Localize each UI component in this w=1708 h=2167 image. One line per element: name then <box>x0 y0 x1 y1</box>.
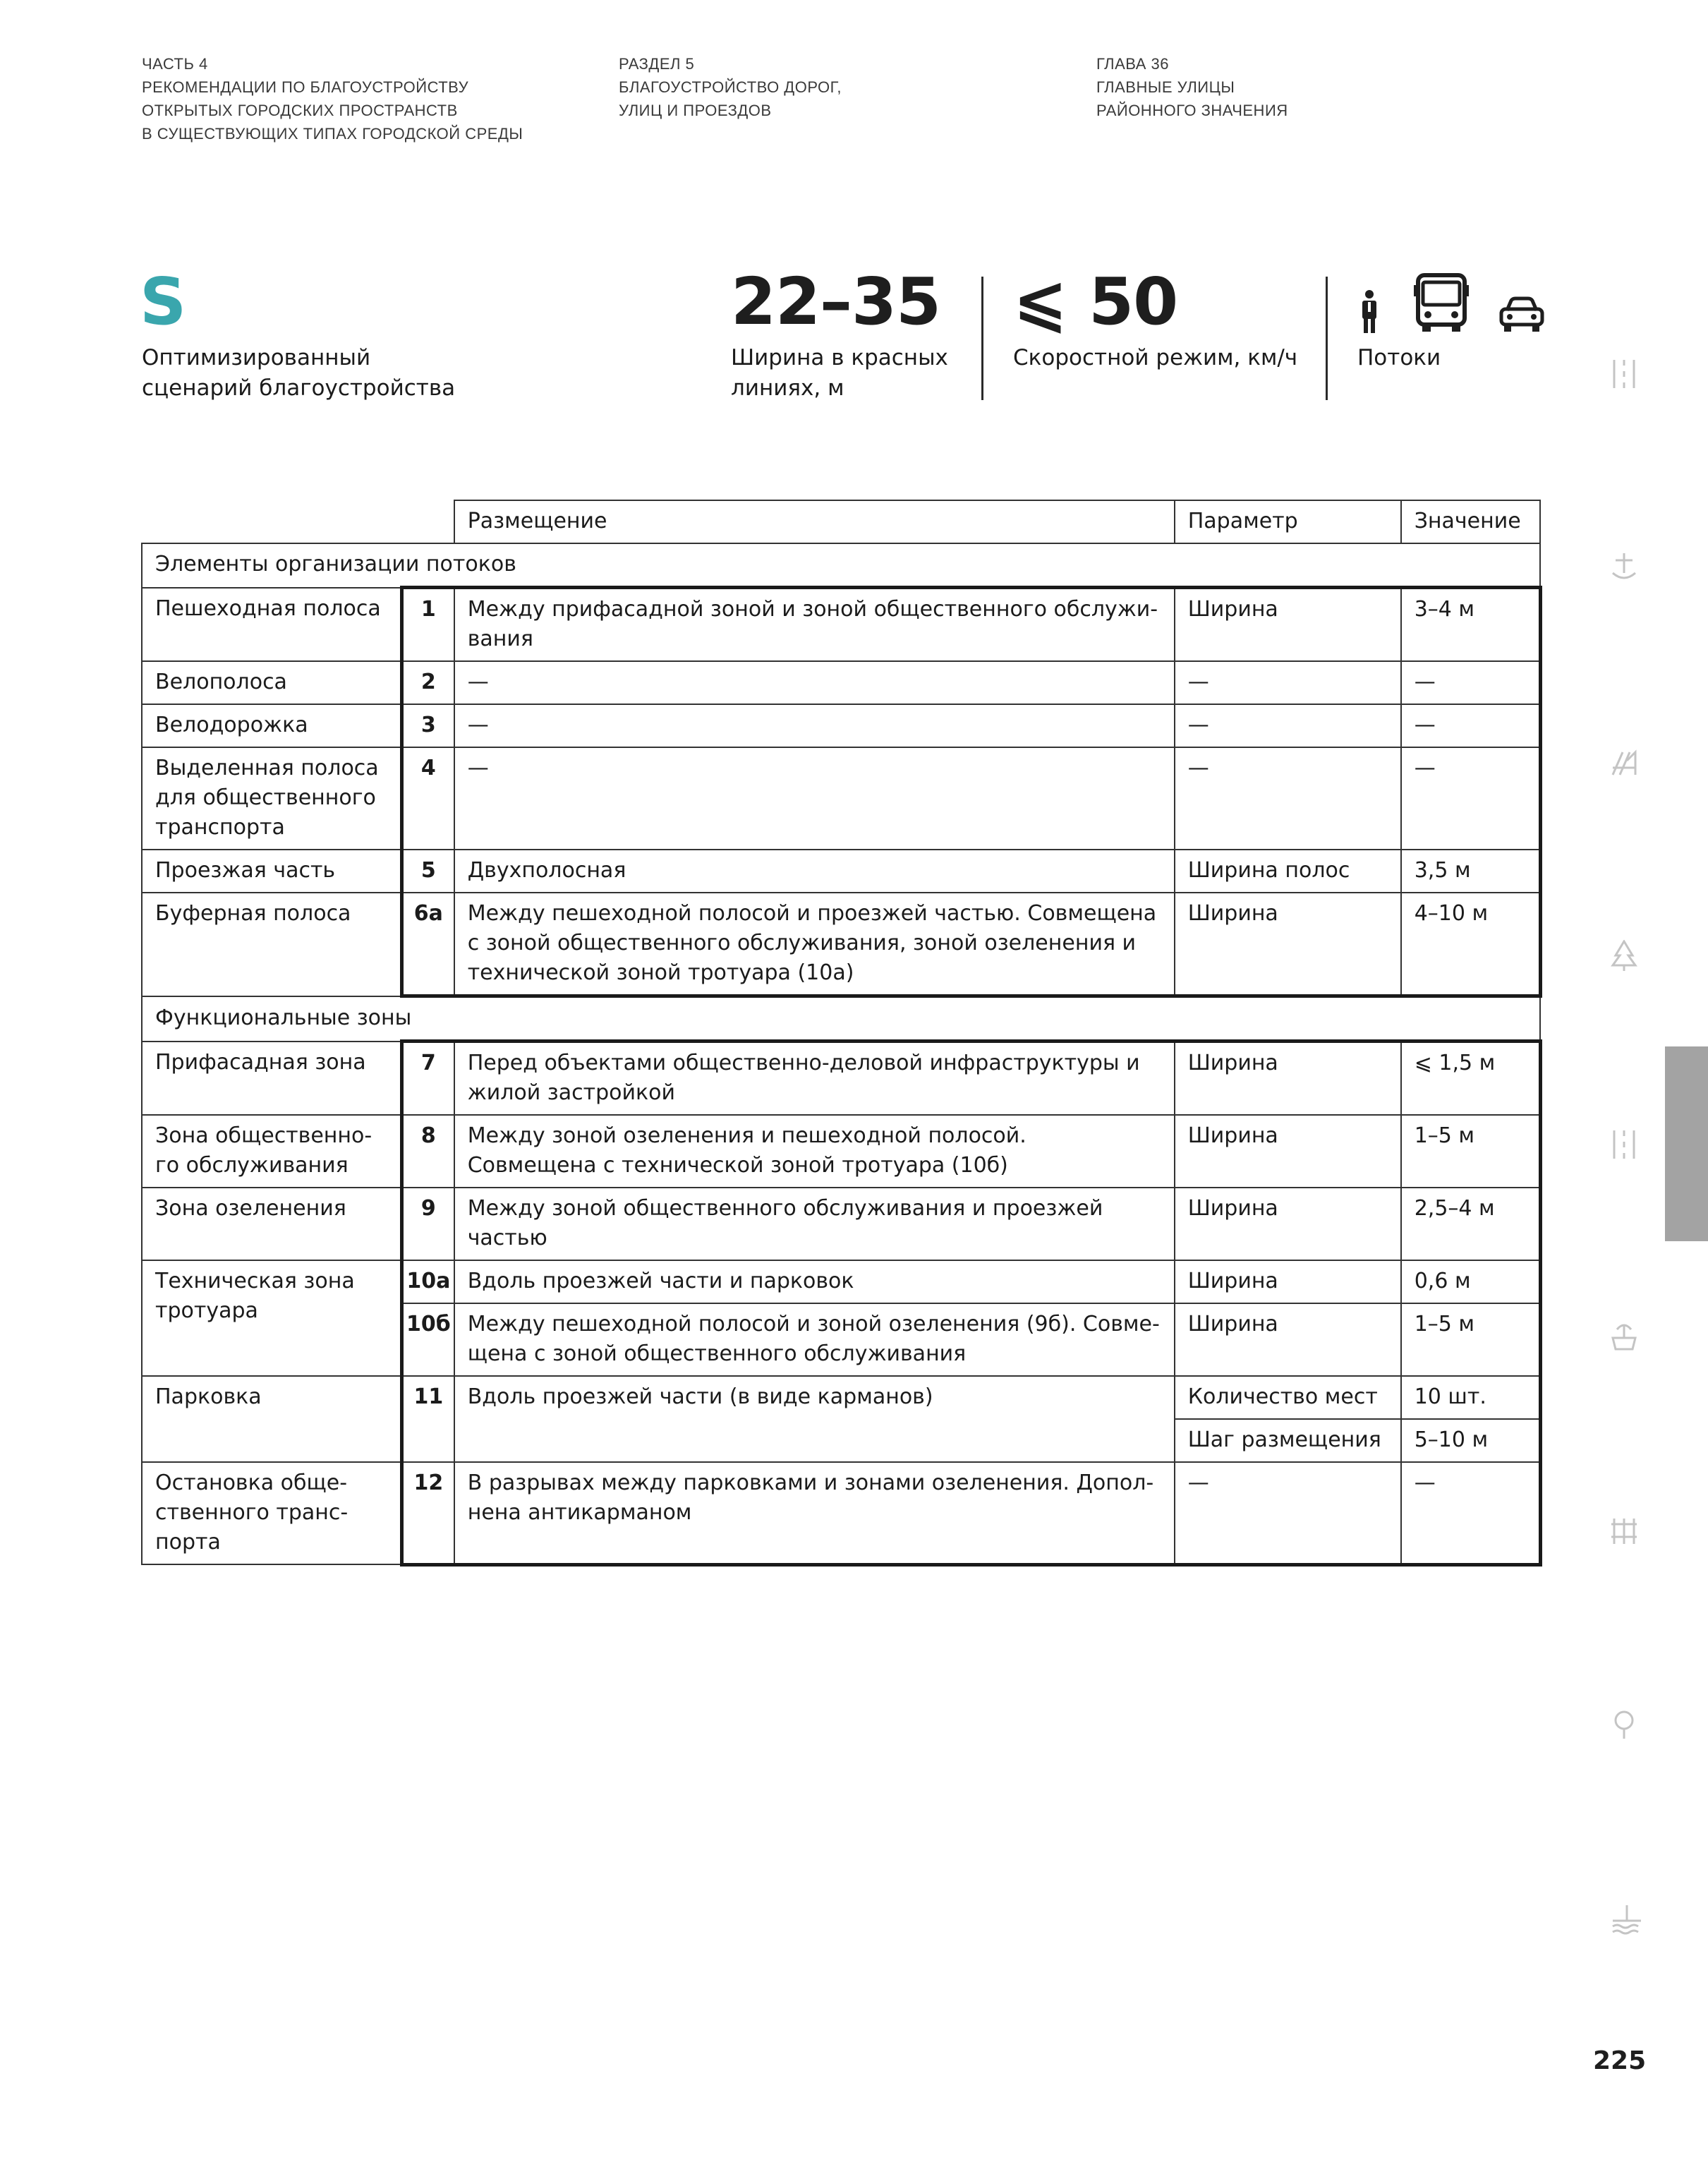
row-name: Зона общественно-го обслуживания <box>142 1115 402 1188</box>
header-section-line: БЛАГОУСТРОЙСТВО ДОРОГ, <box>619 78 842 96</box>
row-placement: Между зоной озеленения и пешеходной полосой. Совмещена с технической зоной тротуара (10б) <box>454 1115 1175 1188</box>
road-section-icon[interactable] <box>1610 1129 1638 1160</box>
table-row <box>142 1376 1540 1419</box>
header-part-line: ОТКРЫТЫХ ГОРОДСКИХ ПРОСТРАНСТВ <box>142 102 458 119</box>
section-row <box>142 543 1540 588</box>
section-title: Функциональные зоны <box>142 996 1540 1042</box>
row-number: 3 <box>402 704 454 747</box>
scenario-caption-line: Оптимизированный <box>142 345 371 370</box>
scenario-caption-line: сценарий благоустройства <box>142 375 456 401</box>
row-parameter: Ширина <box>1175 1115 1401 1188</box>
row-number: 10а <box>402 1260 454 1303</box>
row-parameter: Количество мест <box>1175 1376 1401 1419</box>
row-value: 1–5 м <box>1401 1115 1541 1188</box>
lamp-icon[interactable] <box>1610 552 1638 583</box>
row-name: Пешеходная полоса <box>142 588 402 662</box>
row-number: 5 <box>402 850 454 893</box>
row-number: 9 <box>402 1188 454 1260</box>
table-header-row <box>142 500 1540 543</box>
row-name: Велополоса <box>142 661 402 704</box>
car-icon <box>1498 296 1545 333</box>
width-value: 22–35 <box>731 264 941 339</box>
table-row <box>142 661 1540 704</box>
row-value: 3–4 м <box>1401 588 1541 662</box>
row-number: 12 <box>402 1462 454 1564</box>
pedestrian-icon <box>1357 289 1381 333</box>
speed-caption: Скоростной режим, км/ч <box>1013 345 1298 370</box>
row-name: Парковка <box>142 1376 402 1462</box>
row-value: 0,6 м <box>1401 1260 1541 1303</box>
row-name: Остановка обще-ственного транс-порта <box>142 1462 402 1564</box>
row-name: Велодорожка <box>142 704 402 747</box>
row-parameter: Ширина <box>1175 893 1401 996</box>
parameters-table <box>141 500 1542 1567</box>
row-parameter: — <box>1175 661 1401 704</box>
row-name: Выделенная полоса для общественного транспорта <box>142 747 402 850</box>
row-value: — <box>1401 661 1541 704</box>
header-part-line: В СУЩЕСТВУЮЩИХ ТИПАХ ГОРОДСКОЙ СРЕДЫ <box>142 125 523 143</box>
row-number: 2 <box>402 661 454 704</box>
row-name: Проезжая часть <box>142 850 402 893</box>
header-parameter: Параметр <box>1175 500 1401 543</box>
header-section-line: РАЗДЕЛ 5 <box>619 55 695 73</box>
header-part-line: ЧАСТЬ 4 <box>142 55 208 73</box>
row-value: 4–10 м <box>1401 893 1541 996</box>
row-parameter: Шаг размещения <box>1175 1419 1401 1462</box>
active-section-tab[interactable] <box>1665 1046 1708 1241</box>
row-parameter: — <box>1175 1462 1401 1564</box>
width-caption-line: линиях, м <box>731 375 844 401</box>
row-value: — <box>1401 747 1541 850</box>
row-parameter: Ширина полос <box>1175 850 1401 893</box>
row-name: Прифасадная зона <box>142 1042 402 1116</box>
section-row <box>142 996 1540 1042</box>
row-number: 4 <box>402 747 454 850</box>
page-number: 225 <box>1593 2046 1647 2075</box>
fence-icon[interactable] <box>1610 1514 1638 1545</box>
table-row <box>142 1188 1540 1260</box>
row-parameter: Ширина <box>1175 1188 1401 1260</box>
row-value: 3,5 м <box>1401 850 1541 893</box>
tree-icon[interactable] <box>1610 940 1638 971</box>
table-row <box>142 588 1540 662</box>
row-value: — <box>1401 704 1541 747</box>
row-placement: Между пешеходной полосой и проезжей частью. Совмещена с зоной общественного обслуживания, зоной озеленения и технической зоной тротуара (10а) <box>454 893 1175 996</box>
speed-value: ⩽ 50 <box>1013 264 1178 339</box>
row-parameter: Ширина <box>1175 1303 1401 1376</box>
header-chapter-line: РАЙОННОГО ЗНАЧЕНИЯ <box>1096 102 1288 119</box>
row-value: 10 шт. <box>1401 1376 1541 1419</box>
row-value: ⩽ 1,5 м <box>1401 1042 1541 1116</box>
header-chapter <box>1096 52 1288 122</box>
header-value: Значение <box>1401 500 1541 543</box>
row-placement: Вдоль проезжей части (в виде карманов) <box>454 1376 1175 1462</box>
table-row <box>142 1042 1540 1116</box>
road-section-icon[interactable] <box>1610 358 1638 390</box>
row-placement: В разрывах между парковками и зонами озеленения. Допол-нена антикарманом <box>454 1462 1175 1564</box>
header-part-line: РЕКОМЕНДАЦИИ ПО БЛАГОУСТРОЙСТВУ <box>142 78 469 96</box>
row-placement: — <box>454 661 1175 704</box>
row-placement: Вдоль проезжей части и парковок <box>454 1260 1175 1303</box>
row-number: 11 <box>402 1376 454 1462</box>
header-placement: Размещение <box>454 500 1175 543</box>
divider <box>1326 277 1328 400</box>
row-placement: Между прифасадной зоной и зоной общественного обслужи-вания <box>454 588 1175 662</box>
row-name: Техническая зона тротуара <box>142 1260 402 1376</box>
row-value: 2,5–4 м <box>1401 1188 1541 1260</box>
row-placement: Между зоной общественного обслуживания и проезжей частью <box>454 1188 1175 1260</box>
pin-icon[interactable] <box>1610 1709 1638 1740</box>
row-parameter: Ширина <box>1175 1042 1401 1116</box>
blank-cell <box>142 500 454 543</box>
row-number: 10б <box>402 1303 454 1376</box>
row-number: 1 <box>402 588 454 662</box>
row-name: Буферная полоса <box>142 893 402 996</box>
row-number: 8 <box>402 1115 454 1188</box>
row-value: — <box>1401 1462 1541 1564</box>
width-caption-line: Ширина в красных <box>731 345 948 370</box>
row-placement: Двухполосная <box>454 850 1175 893</box>
row-parameter: Ширина <box>1175 1260 1401 1303</box>
width-caption <box>731 343 948 404</box>
section-title: Элементы организации потоков <box>142 543 1540 588</box>
header-chapter-line: ГЛАВНЫЕ УЛИЦЫ <box>1096 78 1235 96</box>
row-parameter: — <box>1175 747 1401 850</box>
row-placement: Между пешеходной полосой и зоной озеленения (9б). Совме-щена с зоной общественного обслуживания <box>454 1303 1175 1376</box>
header-section-line: УЛИЦ И ПРОЕЗДОВ <box>619 102 772 119</box>
row-name: Зона озеленения <box>142 1188 402 1260</box>
row-placement: — <box>454 704 1175 747</box>
row-number: 7 <box>402 1042 454 1116</box>
flows-caption: Потоки <box>1357 345 1441 370</box>
table-row <box>142 850 1540 893</box>
divider <box>981 277 983 400</box>
bench-icon[interactable] <box>1610 747 1638 778</box>
row-parameter: Ширина <box>1175 588 1401 662</box>
row-placement: — <box>454 747 1175 850</box>
scenario-letter: S <box>140 264 187 339</box>
table-row <box>142 1462 1540 1564</box>
fountain-icon[interactable] <box>1610 1321 1638 1352</box>
table-row <box>142 747 1540 850</box>
row-number: 6а <box>402 893 454 996</box>
bus-icon <box>1414 272 1469 333</box>
header-chapter-line: ГЛАВА 36 <box>1096 55 1169 73</box>
table-row <box>142 893 1540 996</box>
row-value: 1–5 м <box>1401 1303 1541 1376</box>
water-icon[interactable] <box>1610 1904 1644 1935</box>
table-row <box>142 1115 1540 1188</box>
row-value: 5–10 м <box>1401 1419 1541 1462</box>
table-row <box>142 1260 1540 1303</box>
row-placement: Перед объектами общественно-деловой инфраструктуры и жилой застройкой <box>454 1042 1175 1116</box>
row-parameter: — <box>1175 704 1401 747</box>
table-row <box>142 704 1540 747</box>
scenario-caption <box>142 343 455 404</box>
header-section <box>619 52 842 122</box>
header-part <box>142 52 523 145</box>
